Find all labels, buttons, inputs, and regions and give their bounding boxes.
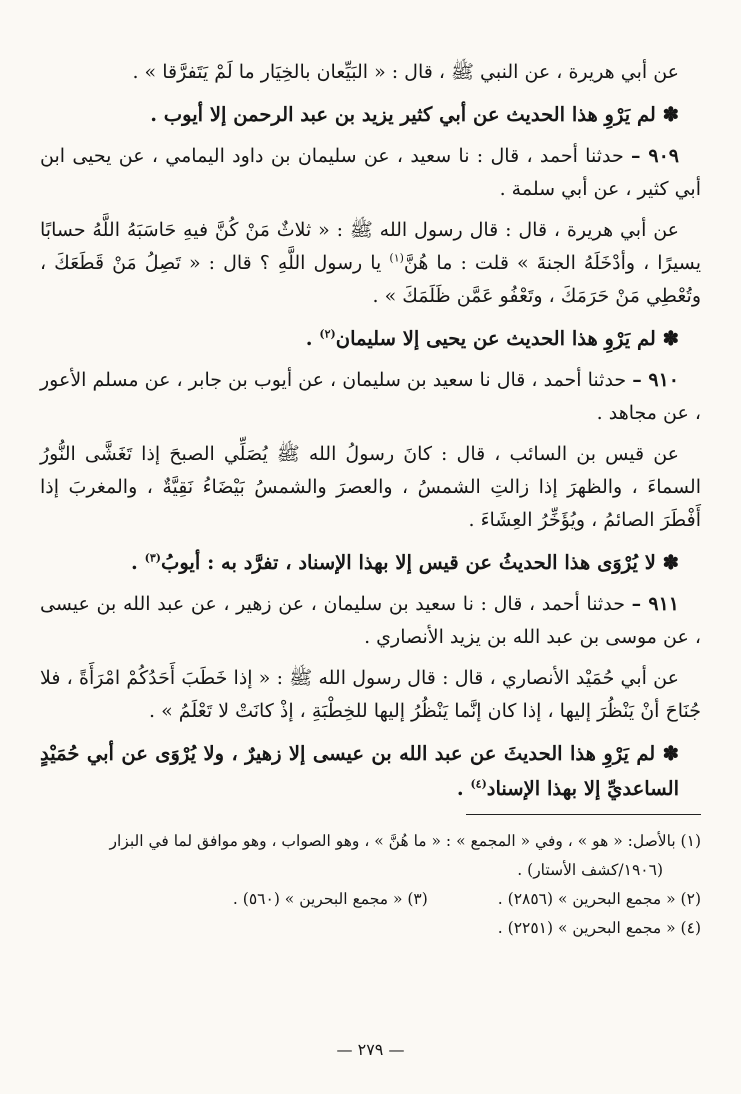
- text-line: يا رسول اللَّهِ ؟ قال : « تَصِلُ مَنْ: [112, 252, 382, 274]
- hadith-text: [40, 438, 701, 537]
- text-line: عن أبي حُمَيْد الأنصاري ، قال : قال رسول الله ﷺ : « إذا خَطَبَ أَحَدُكُمْ: [126, 667, 679, 689]
- text-line: الساعديِّ إلا بهذا الإسناد: [486, 777, 679, 800]
- footnote-ref: (١): [389, 251, 404, 265]
- hadith-text: [40, 662, 701, 728]
- footnote-divider: [466, 814, 701, 815]
- footnote-3: (٣) « مجمع البحرين » (٥٦٠) .: [232, 890, 428, 908]
- narration-note: [40, 97, 701, 132]
- narration-note: [40, 321, 701, 356]
- isnad-909: [40, 140, 701, 206]
- footnote-row: [40, 885, 701, 914]
- footnotes: [40, 827, 701, 943]
- text-line: الصائمُ ، ويُؤَخِّرُ العِشَاءَ .: [468, 509, 655, 531]
- text-line: .: [131, 551, 138, 574]
- text-line: السماءَ ، والظهرَ إذا زالتِ الشمسُ ، والعصرَ والشمسُ بَيْضَاءُ نَقِيَّةٌ ، والمغربَ إذا أَفْطَرَ: [40, 476, 701, 531]
- page-number: — ٢٧٩ —: [336, 1040, 405, 1059]
- narration-note: [40, 736, 701, 806]
- text-line: .: [456, 777, 464, 800]
- hadith-number: ٩٠٩ –: [630, 145, 679, 167]
- text-line: عن أبي هريرة ، قال : قال رسول الله ﷺ : « ثلاثٌ مَنْ كُنَّ فيهِ حَاسَبَهُ اللَّهُ: [92, 219, 680, 241]
- text-line: حدثنا أحمد ، قال : نا سعيد بن سليمان ، عن زهير ، عن عبد الله بن: [96, 593, 625, 615]
- hadith-number: ٩١١ –: [631, 593, 680, 615]
- text-line: عن أبي هريرة ، عن النبي ﷺ ، قال : « البَيِّعان بالخِيَار ما لَمْ يَتَفرَّقا » .: [132, 61, 679, 83]
- isnad-911: [40, 588, 701, 654]
- main-text: [40, 56, 701, 806]
- hadith-text: [40, 214, 701, 313]
- footnote-2: (٢) « مجمع البحرين » (٢٨٥٦) .: [497, 890, 701, 908]
- footnote-ref: (٣): [144, 551, 161, 565]
- text-line: حدثنا أحمد ، قال : نا سعيد ، عن سليمان بن داود اليمامي ، عن يحيى: [72, 145, 624, 167]
- narration-note: [40, 545, 701, 580]
- footnote-1: (١) بالأصل: « هو » ، وفي « المجمع » : « ما هُنَّ » ، وهو الصواب ، وهو موافق لما في البزار: [109, 832, 701, 850]
- text-line: ✽ لم يَرْوِ هذا الحديث عن يحيى إلا سليمان: [335, 327, 679, 350]
- footnote-ref: (٤): [470, 777, 487, 791]
- hadith-number: ٩١٠ –: [632, 369, 679, 391]
- text-line: ✽ لم يَرْوِ هذا الحديثَ عن عبد الله بن عيسى إلا زهيرٌ ، ولا يُرْوَى عن أبي حُمَيْدٍ: [40, 742, 679, 765]
- text-line: ابن أبي كثير ، عن أبي سلمة .: [40, 145, 701, 200]
- text-line: امْرَأَةً ، فلا جُنَاحَ أنْ يَنْظُرَ إليها ، إذا كان إنَّما يَنْظُرُ إليها للخِطْبَةِ ، إذْ كانَتْ لا تَعْلَمُ » .: [40, 667, 701, 722]
- text-line: قَطَعَكَ ، وتُعْطِي مَنْ حَرَمَكَ ، وتَعْفُو عَمَّن ظَلَمَكَ » .: [40, 252, 701, 307]
- text-line: عن قيس بن السائب ، قال : كانَ رسولُ الله ﷺ يُصَلِّي الصبحَ إذا تَغَشَّى النُّورُ: [40, 443, 679, 465]
- text-line: حسابًا يسيرًا ، وأدْخَلَهُ الجنةَ » قلت : ما هُنَّ: [40, 219, 702, 274]
- footnote-4: (٤) « مجمع البحرين » (٢٢٥١) .: [497, 919, 701, 937]
- hadith-text: [40, 56, 701, 89]
- text-line: عيسى ، عن موسى بن عبد الله بن يزيد الأنصاري .: [40, 593, 701, 648]
- footnote-ref: (٢): [319, 327, 336, 341]
- text-line: ✽ لم يَرْوِ هذا الحديث عن أبي كثير يزيد بن عبد الرحمن إلا أيوب .: [150, 103, 679, 126]
- text-line: ✽ لا يُرْوَى هذا الحديثُ عن قيس إلا بهذا الإسناد ، تفرَّد به : أيوبُ: [161, 551, 679, 574]
- footnote-1-continued: (١٩٠٦/كشف الأستار) .: [517, 861, 663, 879]
- isnad-910: [40, 364, 701, 430]
- text-line: .: [305, 327, 313, 350]
- text-line: حدثنا أحمد ، قال نا سعيد بن سليمان ، عن أيوب بن جابر ، عن مسلم: [92, 369, 627, 391]
- text-line: الأعور ، عن مجاهد .: [40, 369, 701, 424]
